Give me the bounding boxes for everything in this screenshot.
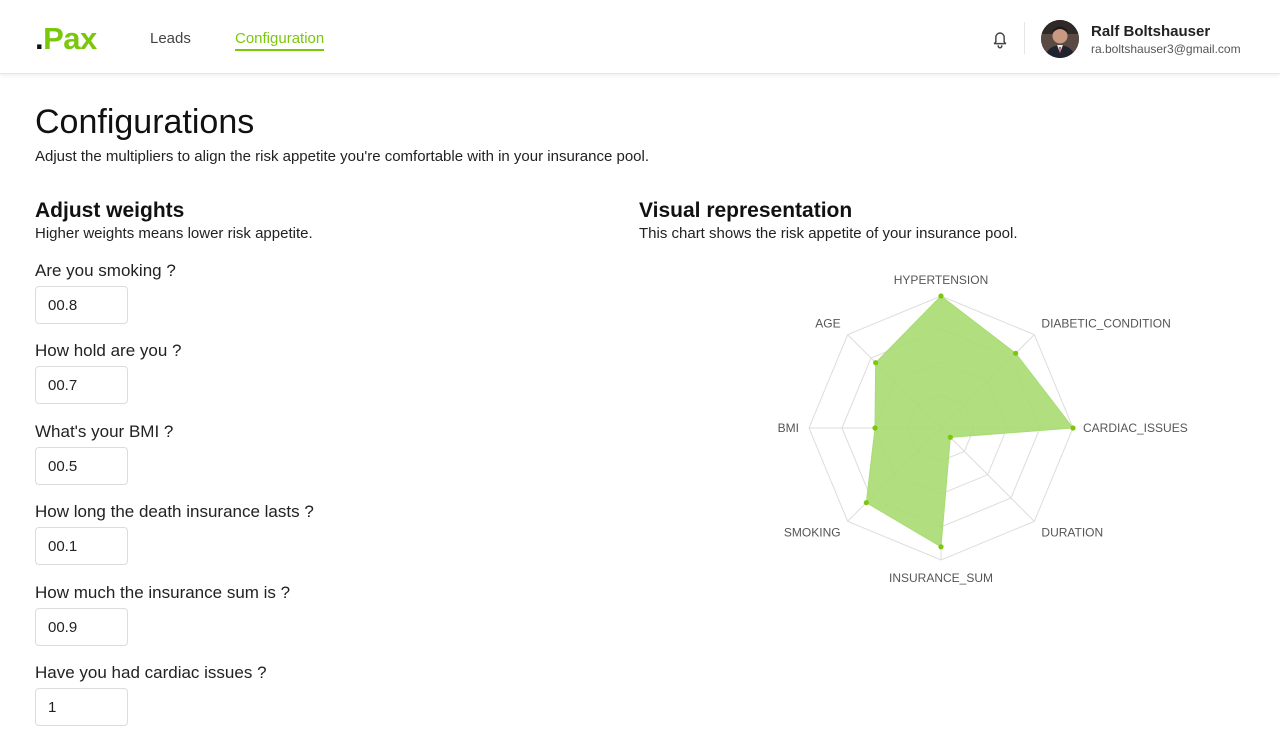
top-navbar <box>0 0 1280 74</box>
radar-point-age[interactable] <box>873 360 878 365</box>
radar-series-area <box>866 296 1073 547</box>
radar-axis-label-smoking: SMOKING <box>783 525 841 540</box>
cardiac-weight-input[interactable] <box>35 688 128 726</box>
header-divider <box>1024 22 1025 54</box>
duration-question-label: How long the death insurance lasts ? <box>35 502 314 521</box>
user-name: Ralf Boltshauser <box>1091 23 1211 40</box>
radar-axis-label-hypertension: HYPERTENSION <box>893 273 989 287</box>
radar-axis-label-diabetic_condition: DIABETIC_CONDITION <box>1041 316 1171 331</box>
nav-leads[interactable]: Leads <box>150 30 191 47</box>
avatar[interactable] <box>1041 20 1079 58</box>
radar-point-hypertension[interactable] <box>938 293 943 298</box>
nav-configuration[interactable]: Configuration <box>235 30 324 51</box>
radar-axis-label-cardiac_issues: CARDIAC_ISSUES <box>1083 421 1188 435</box>
radar-point-bmi[interactable] <box>872 425 877 430</box>
visual-subtitle: This chart shows the risk appetite of your insurance pool. <box>639 225 1018 242</box>
radar-axis-label-age: AGE <box>815 316 841 331</box>
radar-point-smoking[interactable] <box>864 500 869 505</box>
duration-weight-input[interactable] <box>35 527 128 565</box>
radar-point-cardiac_issues[interactable] <box>1070 425 1075 430</box>
smoking-question-label: Are you smoking ? <box>35 261 176 280</box>
bmi-question-label: What's your BMI ? <box>35 422 174 441</box>
app-logo[interactable]: .Pax <box>35 21 97 56</box>
visual-title: Visual representation <box>639 199 853 222</box>
user-email: ra.boltshauser3@gmail.com <box>1091 42 1241 56</box>
radar-chart <box>760 265 1200 585</box>
insurance-sum-question-label: How much the insurance sum is ? <box>35 583 291 602</box>
cardiac-question-label: Have you had cardiac issues ? <box>35 663 267 682</box>
radar-point-duration[interactable] <box>948 435 953 440</box>
radar-axis-label-bmi: BMI <box>777 421 799 435</box>
page-title: Configurations <box>35 103 255 141</box>
insurance-sum-weight-input[interactable] <box>35 608 128 646</box>
radar-point-insurance_sum[interactable] <box>938 544 943 549</box>
weights-subtitle: Higher weights means lower risk appetite. <box>35 225 313 242</box>
bell-icon[interactable] <box>989 28 1011 50</box>
page-subtitle: Adjust the multipliers to align the risk appetite you're comfortable with in your insurance pool. <box>35 148 650 165</box>
bmi-weight-input[interactable] <box>35 447 128 485</box>
smoking-weight-input[interactable] <box>35 286 128 324</box>
age-weight-input[interactable] <box>35 366 128 404</box>
avatar-image <box>1041 20 1079 58</box>
radar-point-diabetic_condition[interactable] <box>1013 351 1018 356</box>
radar-axis-label-duration: DURATION <box>1041 525 1104 540</box>
radar-axis-label-insurance_sum: INSURANCE_SUM <box>888 571 994 585</box>
age-question-label: How hold are you ? <box>35 341 182 360</box>
weights-title: Adjust weights <box>35 199 185 222</box>
